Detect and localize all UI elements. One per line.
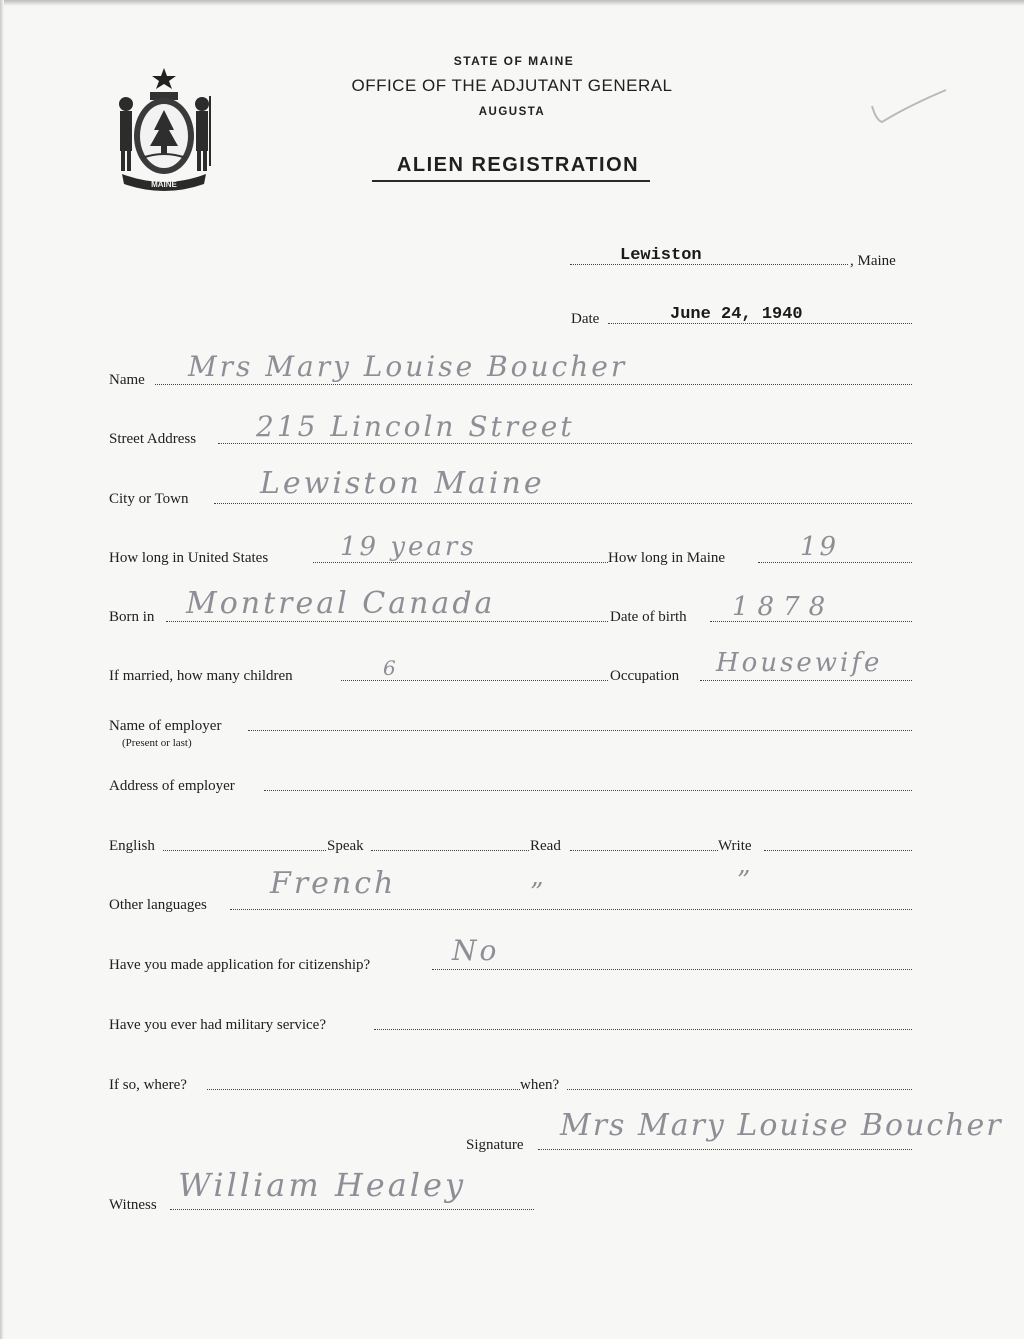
signature-label: Signature (466, 1137, 524, 1153)
street-value: 215 Lincoln Street (256, 410, 575, 443)
how-long-maine-line (758, 562, 912, 563)
speak-line (371, 850, 529, 851)
city-label: City or Town (109, 491, 189, 507)
employer-address-line (264, 790, 912, 791)
military-label: Have you ever had military service? (109, 1017, 326, 1033)
occupation-line (700, 680, 912, 681)
seal-banner-text: MAINE (151, 180, 177, 189)
employer-line (248, 730, 912, 731)
city-value: Lewiston Maine (260, 466, 545, 501)
born-in-label: Born in (109, 609, 155, 625)
check-mark-icon (868, 86, 950, 128)
occupation-value: Housewife (716, 648, 883, 678)
when-label: when? (520, 1077, 560, 1093)
place-value: Lewiston (620, 246, 702, 265)
signature-value: Mrs Mary Louise Boucher (560, 1108, 1003, 1143)
witness-label: Witness (109, 1197, 157, 1213)
other-languages-write-mark: ” (737, 866, 754, 896)
other-languages-label: Other languages (109, 897, 207, 913)
when-line (567, 1089, 912, 1090)
occupation-label: Occupation (610, 668, 680, 684)
other-languages-value: French (270, 866, 397, 901)
other-languages-read-mark: ” (530, 878, 547, 908)
citizenship-line (432, 969, 912, 970)
write-line (764, 850, 912, 851)
employer-label: Name of employer (109, 718, 222, 734)
name-line (155, 384, 912, 385)
how-long-us-line (313, 562, 608, 563)
how-long-maine-label: How long in Maine (608, 550, 726, 566)
speak-label: Speak (327, 838, 364, 854)
place-line (570, 264, 848, 265)
name-label: Name (109, 372, 145, 388)
read-line (570, 850, 718, 851)
header-city: AUGUSTA (478, 106, 546, 118)
citizenship-value: No (452, 934, 500, 967)
where-line (207, 1089, 520, 1090)
how-long-maine-value: 19 (800, 532, 840, 562)
born-in-value: Montreal Canada (186, 586, 496, 621)
city-line (214, 503, 912, 504)
born-in-line (166, 621, 608, 622)
scan-edge-top (0, 0, 1024, 6)
date-value: June 24, 1940 (670, 305, 803, 324)
form-title: ALIEN REGISTRATION (396, 154, 640, 176)
children-value: 6 (383, 656, 399, 680)
date-of-birth-value: 1878 (732, 592, 835, 622)
how-long-us-value: 19 years (340, 532, 477, 562)
military-line (374, 1029, 912, 1030)
title-underline (372, 180, 650, 182)
street-label: Street Address (109, 431, 197, 447)
witness-line (170, 1209, 534, 1210)
scan-edge-left (0, 0, 4, 1339)
place-suffix: , Maine (850, 253, 896, 269)
english-line (163, 850, 326, 851)
read-label: Read (530, 838, 561, 854)
english-label: English (109, 838, 155, 854)
other-languages-line (230, 909, 912, 910)
header-office: OFFICE OF THE ADJUTANT GENERAL (351, 76, 673, 95)
children-label: If married, how many children (109, 668, 293, 684)
date-of-birth-label: Date of birth (610, 609, 687, 625)
name-value: Mrs Mary Louise Boucher (188, 350, 628, 383)
employer-sublabel: (Present or last) (122, 737, 192, 749)
how-long-us-label: How long in United States (109, 550, 269, 566)
signature-line (538, 1149, 912, 1150)
witness-value: William Healey (178, 1166, 467, 1204)
write-label: Write (718, 838, 752, 854)
header-state: STATE OF MAINE (453, 54, 575, 68)
citizenship-label: Have you made application for citizenship? (109, 957, 371, 973)
street-line (218, 443, 912, 444)
employer-address-label: Address of employer (109, 778, 235, 794)
date-label: Date (571, 311, 600, 327)
where-label: If so, where? (109, 1077, 187, 1093)
children-line (341, 680, 608, 681)
